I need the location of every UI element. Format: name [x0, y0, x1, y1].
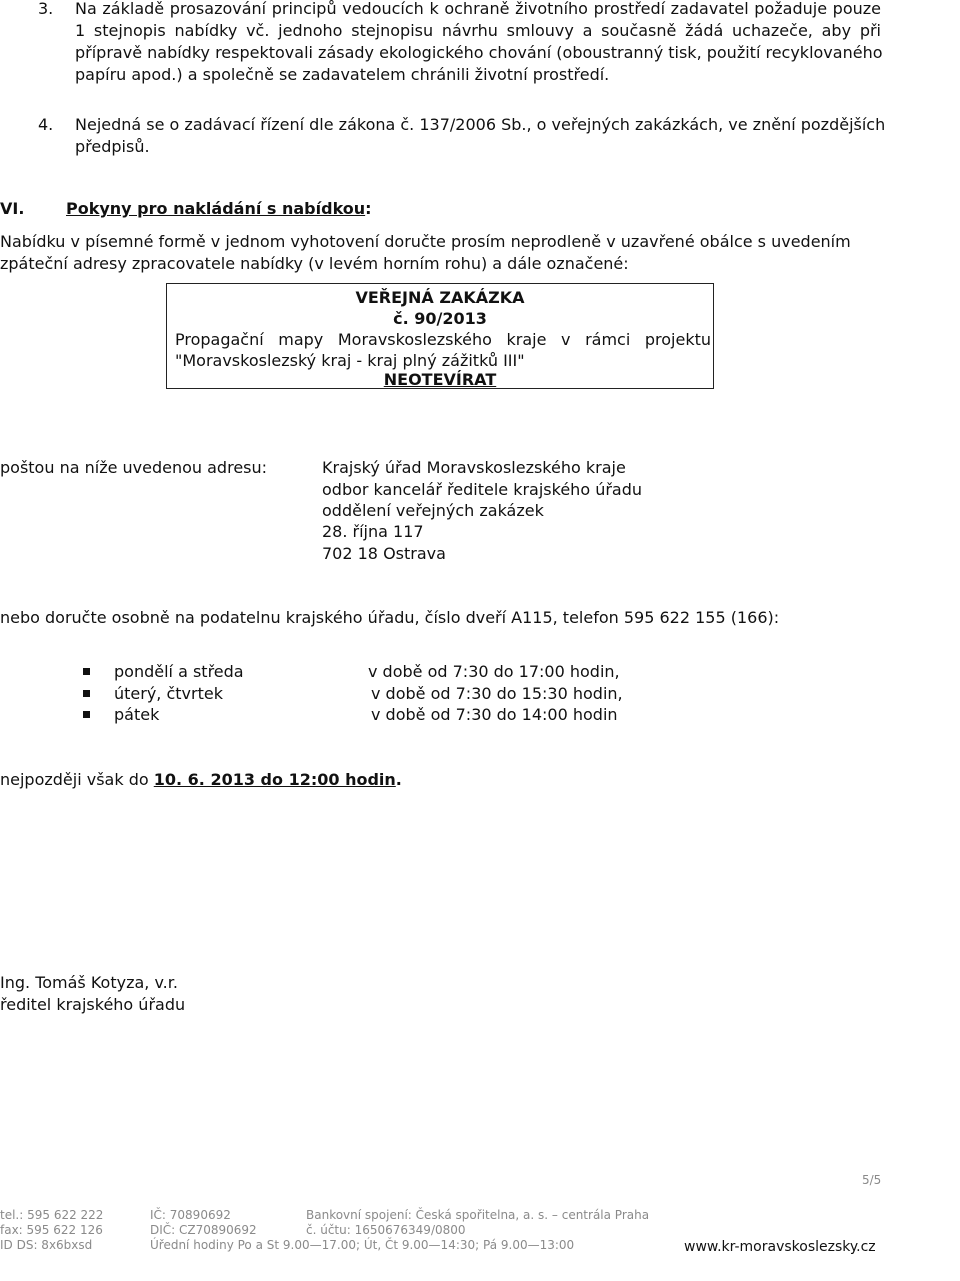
section-vi-intro-2: zpáteční adresy zpracovatele nabídky (v levém horním rohu) a dále označené: [0, 254, 629, 273]
box-title: VEŘEJNÁ ZAKÁZKA [355, 288, 525, 307]
hours-days-3: pátek [114, 705, 160, 724]
footer-ico: IČ: 70890692 [150, 1208, 231, 1222]
envelope-label-box [166, 283, 714, 389]
address-line-3: oddělení veřejných zakázek [322, 501, 544, 520]
hours-days-2: úterý, čtvrtek [114, 684, 223, 703]
bullet-icon [83, 690, 90, 697]
address-line-5: 702 18 Ostrava [322, 544, 446, 563]
hours-time-3: v době od 7:30 do 14:00 hodin [371, 705, 618, 724]
item-4-line-2: předpisů. [75, 137, 150, 156]
bullet-icon [83, 668, 90, 675]
item-3-line-3: přípravě nabídky respektovali zásady ekologického chování (oboustranný tisk, použití recyklovaného [75, 43, 883, 62]
page-number: 5/5 [862, 1173, 882, 1187]
item-3-number: 3. [38, 0, 54, 18]
section-vi-title: Pokyny pro nakládání s nabídkou [66, 199, 366, 218]
hours-days-1: pondělí a středa [114, 662, 244, 681]
section-vi-number: VI. [0, 199, 25, 218]
box-subject-line-1: Propagační mapy Moravskoslezského kraje v rámci projektu [175, 330, 711, 349]
deadline-prefix: nejpozději však do [0, 770, 154, 789]
section-vi-heading [66, 198, 372, 220]
hours-time-2: v době od 7:30 do 15:30 hodin, [371, 684, 623, 703]
section-vi-intro-1: Nabídku v písemné formě v jednom vyhotovení doručte prosím neprodleně v uzavřené obálce s uvedením [0, 232, 851, 251]
bullet-icon [83, 711, 90, 718]
footer-account: č. účtu: 1650676349/0800 [306, 1223, 466, 1237]
box-tender-number: č. 90/2013 [393, 309, 487, 328]
item-4-number: 4. [38, 115, 54, 134]
hours-time-1: v době od 7:30 do 17:00 hodin, [368, 662, 620, 681]
footer-website-link[interactable]: www.kr-moravskoslezsky.cz [684, 1239, 876, 1255]
box-do-not-open: NEOTEVÍRAT [383, 370, 497, 389]
footer-fax: fax: 595 622 126 [0, 1223, 103, 1237]
signature-role: ředitel krajského úřadu [0, 995, 186, 1014]
address-line-1: Krajský úřad Moravskoslezského kraje [322, 458, 626, 477]
deadline [0, 769, 402, 791]
footer-phone: tel.: 595 622 222 [0, 1208, 104, 1222]
deadline-suffix: . [395, 770, 402, 789]
delivery-text: nebo doručte osobně na podatelnu krajského úřadu, číslo dveří A115, telefon 595 622 155 (166): [0, 608, 780, 627]
item-3-line-4: papíru apod.) a společně se zadavatelem chránili životní prostředí. [75, 65, 610, 84]
footer-bank: Bankovní spojení: Česká spořitelna, a. s. – centrála Praha [306, 1208, 650, 1222]
deadline-date: 10. 6. 2013 do 12:00 hodin [153, 770, 396, 789]
address-label: poštou na níže uvedenou adresu: [0, 458, 268, 477]
section-vi-colon: : [365, 199, 372, 218]
address-line-4: 28. října 117 [322, 522, 424, 541]
item-4-line-1: Nejedná se o zadávací řízení dle zákona č. 137/2006 Sb., o veřejných zakázkách, ve znění pozdějších [75, 115, 886, 134]
footer-dic: DIČ: CZ70890692 [150, 1223, 257, 1237]
item-3-line-2: 1 stejnopis nabídky vč. jednoho stejnopisu návrhu smlouvy a současně žádá uchazeče, aby při [75, 21, 881, 40]
item-3-line-1: Na základě prosazování principů vedoucích k ochraně životního prostředí zadavatel požaduje pouze [75, 0, 881, 18]
address-line-2: odbor kancelář ředitele krajského úřadu [322, 480, 643, 499]
box-subject-line-2: "Moravskoslezský kraj - kraj plný zážitků III" [175, 351, 525, 370]
footer-data-box: ID DS: 8x6bxsd [0, 1238, 93, 1252]
footer-office-hours: Úřední hodiny Po a St 9.00—17.00; Út, Čt 9.00—14:30; Pá 9.00—13:00 [150, 1238, 575, 1252]
signature-name: Ing. Tomáš Kotyza, v.r. [0, 973, 178, 992]
